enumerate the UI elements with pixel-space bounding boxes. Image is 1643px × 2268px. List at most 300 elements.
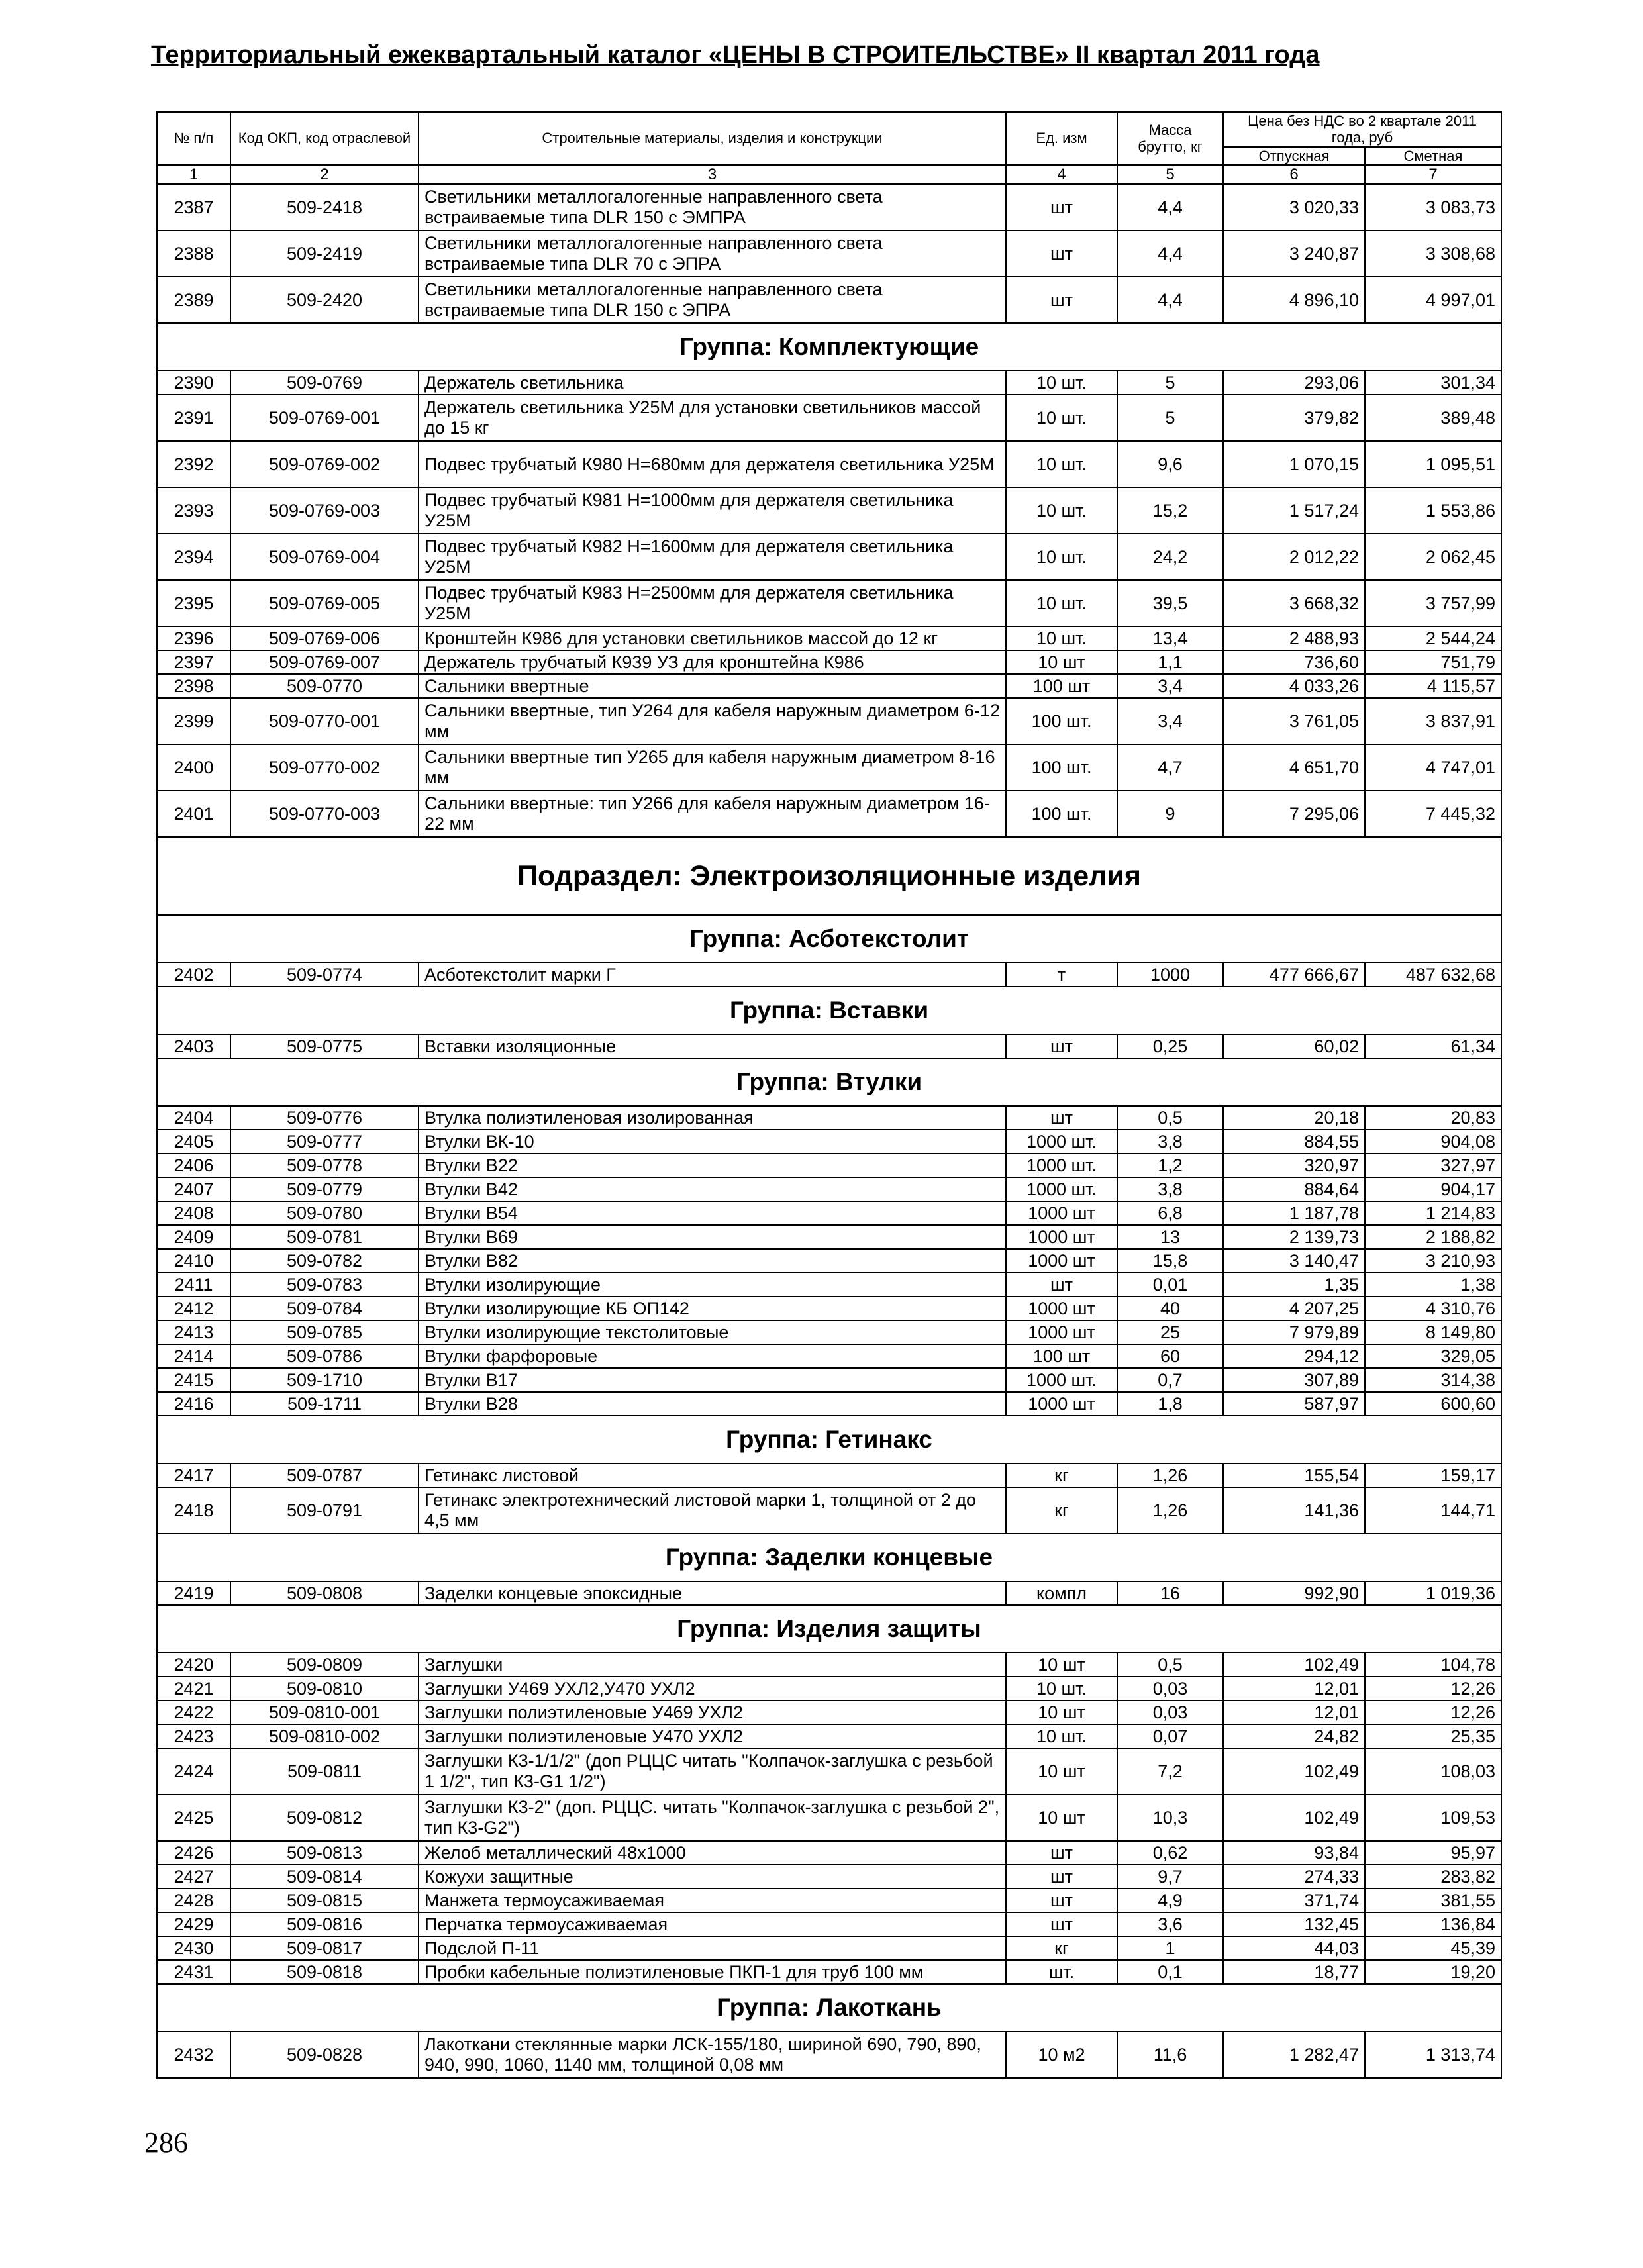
okp-code: 509-0783 [230,1273,419,1297]
okp-code: 509-0781 [230,1225,419,1249]
column-number: 4 [1006,165,1117,185]
row-number: 2415 [157,1368,230,1392]
table-row [157,1701,1501,1724]
item-name: Заделки концевые эпоксидные [419,1581,1006,1605]
item-name: Втулки изолирующие [419,1273,1006,1297]
row-number: 2393 [157,487,230,534]
table-row [157,1463,1501,1487]
estimate-price: 7 445,32 [1365,791,1501,837]
estimate-price: 301,34 [1365,371,1501,395]
item-name: Втулки В82 [419,1249,1006,1273]
item-name: Втулки В42 [419,1177,1006,1201]
unit: 1000 шт [1006,1320,1117,1344]
mass: 0,25 [1117,1034,1223,1058]
item-name: Светильники металлогалогенные направленного света встраиваемые типа DLR 150 с ЭПРА [419,277,1006,323]
release-price: 102,49 [1223,1748,1365,1795]
table-row [157,1392,1501,1416]
table-row [157,1154,1501,1177]
release-price: 1 282,47 [1223,2032,1365,2078]
unit: 1000 шт [1006,1392,1117,1416]
unit: 10 шт [1006,1653,1117,1677]
mass: 4,9 [1117,1889,1223,1912]
okp-code: 509-2419 [230,230,419,277]
row-number: 2422 [157,1701,230,1724]
group-title: Группа: Заделки концевые [157,1534,1501,1581]
release-price: 44,03 [1223,1936,1365,1960]
mass: 40 [1117,1297,1223,1320]
item-name: Подвес трубчатый К980 Н=680мм для держателя светильника У25М [419,441,1006,487]
release-price: 4 896,10 [1223,277,1365,323]
okp-code: 509-0818 [230,1960,419,1984]
item-name: Втулки В28 [419,1392,1006,1416]
unit: шт [1006,1034,1117,1058]
table-row [157,1034,1501,1058]
table-row [157,1368,1501,1392]
item-name: Светильники металлогалогенные направленного света встраиваемые типа DLR 70 с ЭПРА [419,230,1006,277]
estimate-price: 104,78 [1365,1653,1501,1677]
okp-code: 509-0809 [230,1653,419,1677]
estimate-price: 61,34 [1365,1034,1501,1058]
item-name: Вставки изоляционные [419,1034,1006,1058]
item-name: Втулка полиэтиленовая изолированная [419,1106,1006,1130]
unit: 1000 шт [1006,1297,1117,1320]
estimate-price: 1 313,74 [1365,2032,1501,2078]
okp-code: 509-0784 [230,1297,419,1320]
release-price: 12,01 [1223,1677,1365,1701]
column-number: 6 [1223,165,1365,185]
unit: 1000 шт [1006,1249,1117,1273]
mass: 25 [1117,1320,1223,1344]
row-number: 2416 [157,1392,230,1416]
mass: 3,4 [1117,674,1223,698]
release-price: 1 187,78 [1223,1201,1365,1225]
unit: 10 шт. [1006,441,1117,487]
okp-code: 509-0769-005 [230,580,419,626]
release-price: 7 979,89 [1223,1320,1365,1344]
estimate-price: 600,60 [1365,1392,1501,1416]
estimate-price: 1 019,36 [1365,1581,1501,1605]
estimate-price: 20,83 [1365,1106,1501,1130]
okp-code: 509-0774 [230,963,419,987]
item-name: Манжета термоусаживаемая [419,1889,1006,1912]
mass: 0,03 [1117,1701,1223,1724]
row-number: 2407 [157,1177,230,1201]
unit: 10 шт [1006,650,1117,674]
mass: 13 [1117,1225,1223,1249]
row-number: 2389 [157,277,230,323]
unit: кг [1006,1487,1117,1534]
column-number: 1 [157,165,230,185]
release-price: 4 207,25 [1223,1297,1365,1320]
group-title: Группа: Лакоткань [157,1984,1501,2032]
mass: 1000 [1117,963,1223,987]
okp-code: 509-0769-004 [230,534,419,580]
release-price: 155,54 [1223,1463,1365,1487]
unit: шт [1006,1865,1117,1889]
okp-code: 509-0810-001 [230,1701,419,1724]
row-number: 2430 [157,1936,230,1960]
mass: 1,26 [1117,1463,1223,1487]
estimate-price: 3 308,68 [1365,230,1501,277]
row-number: 2406 [157,1154,230,1177]
unit: шт. [1006,1960,1117,1984]
estimate-price: 159,17 [1365,1463,1501,1487]
row-number: 2398 [157,674,230,698]
okp-code: 509-0785 [230,1320,419,1344]
okp-code: 509-2418 [230,184,419,230]
unit: 10 шт. [1006,1677,1117,1701]
mass: 3,4 [1117,698,1223,744]
unit: 100 шт. [1006,698,1117,744]
mass: 11,6 [1117,2032,1223,2078]
release-price: 7 295,06 [1223,791,1365,837]
header-name: Строительные материалы, изделия и конструкции [419,112,1006,165]
header-price-estimate: Сметная [1365,147,1501,165]
release-price: 884,55 [1223,1130,1365,1154]
row-number: 2390 [157,371,230,395]
okp-code: 509-2420 [230,277,419,323]
release-price: 2 488,93 [1223,626,1365,650]
item-name: Желоб металлический 48х1000 [419,1841,1006,1865]
estimate-price: 2 062,45 [1365,534,1501,580]
table-row [157,626,1501,650]
group-row [157,1984,1501,2032]
okp-code: 509-0769 [230,371,419,395]
table-row [157,1795,1501,1841]
item-name: Заглушки К3-2" (доп. РЦЦС. читать "Колпачок-заглушка с резьбой 2", тип К3-G2") [419,1795,1006,1841]
mass: 0,5 [1117,1106,1223,1130]
release-price: 736,60 [1223,650,1365,674]
row-number: 2418 [157,1487,230,1534]
unit: 100 шт. [1006,791,1117,837]
group-title: Группа: Асботекстолит [157,915,1501,963]
unit: 1000 шт. [1006,1368,1117,1392]
release-price: 884,64 [1223,1177,1365,1201]
okp-code: 509-0816 [230,1912,419,1936]
column-number: 2 [230,165,419,185]
group-title: Группа: Гетинакс [157,1416,1501,1463]
estimate-price: 12,26 [1365,1701,1501,1724]
row-number: 2421 [157,1677,230,1701]
row-number: 2414 [157,1344,230,1368]
release-price: 12,01 [1223,1701,1365,1724]
release-price: 24,82 [1223,1724,1365,1748]
item-name: Держатель светильника [419,371,1006,395]
release-price: 18,77 [1223,1960,1365,1984]
estimate-price: 12,26 [1365,1677,1501,1701]
price-table [156,111,1502,2079]
group-title: Группа: Комплектующие [157,323,1501,371]
group-title: Группа: Вставки [157,987,1501,1034]
unit: т [1006,963,1117,987]
mass: 5 [1117,371,1223,395]
item-name: Втулки изолирующие текстолитовые [419,1320,1006,1344]
estimate-price: 2 544,24 [1365,626,1501,650]
okp-code: 509-0779 [230,1177,419,1201]
header-num: № п/п [157,112,230,165]
item-name: Сальники ввертные тип У265 для кабеля наружным диаметром 8-16 мм [419,744,1006,791]
group-title: Группа: Втулки [157,1058,1501,1106]
item-name: Асботекстолит марки Г [419,963,1006,987]
item-name: Втулки В54 [419,1201,1006,1225]
estimate-price: 8 149,80 [1365,1320,1501,1344]
item-name: Светильники металлогалогенные направленного света встраиваемые типа DLR 150 с ЭМПРА [419,184,1006,230]
okp-code: 509-0782 [230,1249,419,1273]
table-row [157,1889,1501,1912]
estimate-price: 3 837,91 [1365,698,1501,744]
okp-code: 509-0814 [230,1865,419,1889]
release-price: 371,74 [1223,1889,1365,1912]
row-number: 2408 [157,1201,230,1225]
table-row [157,1748,1501,1795]
item-name: Держатель светильника У25М для установки светильников массой до 15 кг [419,395,1006,441]
table-row [157,1960,1501,1984]
estimate-price: 45,39 [1365,1936,1501,1960]
column-number: 5 [1117,165,1223,185]
mass: 0,07 [1117,1724,1223,1748]
table-row [157,1912,1501,1936]
table-row [157,1677,1501,1701]
header-price-release: Отпускная [1223,147,1365,165]
mass: 24,2 [1117,534,1223,580]
catalog-title: Территориальный ежеквартальный каталог «ЦЕНЫ В СТРОИТЕЛЬСТВЕ» II квартал 2011 года [151,41,1320,69]
unit: 10 шт. [1006,487,1117,534]
release-price: 307,89 [1223,1368,1365,1392]
group-title: Группа: Изделия защиты [157,1605,1501,1653]
table-row [157,580,1501,626]
unit: 100 шт. [1006,744,1117,791]
estimate-price: 4 115,57 [1365,674,1501,698]
release-price: 320,97 [1223,1154,1365,1177]
mass: 39,5 [1117,580,1223,626]
unit: 10 шт. [1006,580,1117,626]
okp-code: 509-0769-007 [230,650,419,674]
row-number: 2419 [157,1581,230,1605]
estimate-price: 109,53 [1365,1795,1501,1841]
estimate-price: 1 095,51 [1365,441,1501,487]
page-number: 286 [144,2126,188,2159]
okp-code: 509-0817 [230,1936,419,1960]
estimate-price: 314,38 [1365,1368,1501,1392]
mass: 0,1 [1117,1960,1223,1984]
row-number: 2397 [157,650,230,674]
unit: 1000 шт. [1006,1154,1117,1177]
release-price: 294,12 [1223,1344,1365,1368]
unit: шт [1006,1273,1117,1297]
row-number: 2427 [157,1865,230,1889]
table-row [157,277,1501,323]
item-name: Гетинакс электротехнический листовой марки 1, толщиной от 2 до 4,5 мм [419,1487,1006,1534]
group-row [157,1416,1501,1463]
item-name: Пробки кабельные полиэтиленовые ПКП-1 для труб 100 мм [419,1960,1006,1984]
release-price: 587,97 [1223,1392,1365,1416]
release-price: 20,18 [1223,1106,1365,1130]
item-name: Заглушки полиэтиленовые У469 УХЛ2 [419,1701,1006,1724]
item-name: Держатель трубчатый К939 УЗ для кронштейна К986 [419,650,1006,674]
header-mass: Масса брутто, кг [1117,112,1223,165]
mass: 1 [1117,1936,1223,1960]
row-number: 2423 [157,1724,230,1748]
okp-code: 509-0791 [230,1487,419,1534]
release-price: 477 666,67 [1223,963,1365,987]
table-row [157,1273,1501,1297]
table-row [157,744,1501,791]
group-row [157,1534,1501,1581]
mass: 15,8 [1117,1249,1223,1273]
row-number: 2424 [157,1748,230,1795]
release-price: 93,84 [1223,1841,1365,1865]
table-row [157,1201,1501,1225]
unit: кг [1006,1936,1117,1960]
item-name: Подвес трубчатый К981 Н=1000мм для держателя светильника У25М [419,487,1006,534]
unit: 100 шт [1006,1344,1117,1368]
unit: 10 шт [1006,1701,1117,1724]
table-row [157,1487,1501,1534]
okp-code: 509-0776 [230,1106,419,1130]
mass: 16 [1117,1581,1223,1605]
estimate-price: 1 553,86 [1365,487,1501,534]
item-name: Кронштейн К986 для установки светильников массой до 12 кг [419,626,1006,650]
release-price: 1,35 [1223,1273,1365,1297]
row-number: 2405 [157,1130,230,1154]
estimate-price: 4 997,01 [1365,277,1501,323]
table-row [157,1297,1501,1320]
table-row [157,2032,1501,2078]
item-name: Лакоткани стеклянные марки ЛСК-155/180, шириной 690, 790, 890, 940, 990, 1060, 1140 мм, толщиной 0,08 мм [419,2032,1006,2078]
mass: 5 [1117,395,1223,441]
okp-code: 509-0815 [230,1889,419,1912]
okp-code: 509-0775 [230,1034,419,1058]
mass: 7,2 [1117,1748,1223,1795]
row-number: 2394 [157,534,230,580]
table-row [157,395,1501,441]
release-price: 132,45 [1223,1912,1365,1936]
item-name: Подвес трубчатый К982 Н=1600мм для держателя светильника У25М [419,534,1006,580]
release-price: 274,33 [1223,1865,1365,1889]
row-number: 2426 [157,1841,230,1865]
mass: 60 [1117,1344,1223,1368]
mass: 0,03 [1117,1677,1223,1701]
mass: 9,6 [1117,441,1223,487]
mass: 4,4 [1117,230,1223,277]
table-row [157,1344,1501,1368]
unit: 1000 шт. [1006,1130,1117,1154]
row-number: 2391 [157,395,230,441]
row-number: 2392 [157,441,230,487]
unit: 100 шт [1006,674,1117,698]
unit: шт [1006,1912,1117,1936]
table-row [157,1865,1501,1889]
subsection-title: Подраздел: Электроизоляционные изделия [157,837,1501,915]
mass: 4,4 [1117,184,1223,230]
mass: 1,26 [1117,1487,1223,1534]
table-row [157,487,1501,534]
row-number: 2396 [157,626,230,650]
row-number: 2417 [157,1463,230,1487]
estimate-price: 283,82 [1365,1865,1501,1889]
row-number: 2395 [157,580,230,626]
column-number: 7 [1365,165,1501,185]
mass: 0,01 [1117,1273,1223,1297]
unit: 10 шт. [1006,395,1117,441]
okp-code: 509-0780 [230,1201,419,1225]
estimate-price: 1 214,83 [1365,1201,1501,1225]
unit: 10 шт. [1006,534,1117,580]
okp-code: 509-0810 [230,1677,419,1701]
okp-code: 509-0770-002 [230,744,419,791]
estimate-price: 95,97 [1365,1841,1501,1865]
table-row [157,1841,1501,1865]
row-number: 2399 [157,698,230,744]
item-name: Подвес трубчатый К983 Н=2500мм для держателя светильника У25М [419,580,1006,626]
unit: шт [1006,1889,1117,1912]
mass: 3,8 [1117,1130,1223,1154]
unit: шт [1006,277,1117,323]
estimate-price: 108,03 [1365,1748,1501,1795]
item-name: Гетинакс листовой [419,1463,1006,1487]
subsection-row [157,837,1501,915]
release-price: 1 070,15 [1223,441,1365,487]
table-row [157,1936,1501,1960]
mass: 4,7 [1117,744,1223,791]
table-row [157,791,1501,837]
release-price: 293,06 [1223,371,1365,395]
release-price: 3 240,87 [1223,230,1365,277]
okp-code: 509-0770 [230,674,419,698]
row-number: 2431 [157,1960,230,1984]
mass: 13,4 [1117,626,1223,650]
item-name: Заглушки У469 УХЛ2,У470 УХЛ2 [419,1677,1006,1701]
release-price: 102,49 [1223,1795,1365,1841]
release-price: 2 012,22 [1223,534,1365,580]
item-name: Сальники ввертные: тип У266 для кабеля наружным диаметром 16-22 мм [419,791,1006,837]
table-row [157,1581,1501,1605]
unit: 10 шт. [1006,1724,1117,1748]
item-name: Сальники ввертные [419,674,1006,698]
okp-code: 509-0769-001 [230,395,419,441]
group-row [157,1605,1501,1653]
release-price: 379,82 [1223,395,1365,441]
mass: 9 [1117,791,1223,837]
table-row [157,1249,1501,1273]
item-name: Втулки В17 [419,1368,1006,1392]
okp-code: 509-0810-002 [230,1724,419,1748]
table-row [157,1320,1501,1344]
estimate-price: 327,97 [1365,1154,1501,1177]
row-number: 2404 [157,1106,230,1130]
estimate-price: 389,48 [1365,395,1501,441]
group-row [157,987,1501,1034]
estimate-price: 4 310,76 [1365,1297,1501,1320]
group-row [157,323,1501,371]
unit: шт [1006,1106,1117,1130]
item-name: Втулки ВК-10 [419,1130,1006,1154]
table-body [157,184,1501,2078]
estimate-price: 19,20 [1365,1960,1501,1984]
table-row [157,184,1501,230]
unit: 10 шт. [1006,371,1117,395]
release-price: 3 140,47 [1223,1249,1365,1273]
okp-code: 509-0786 [230,1344,419,1368]
item-name: Сальники ввертные, тип У264 для кабеля наружным диаметром 6-12 мм [419,698,1006,744]
table-row [157,1225,1501,1249]
row-number: 2428 [157,1889,230,1912]
release-price: 60,02 [1223,1034,1365,1058]
item-name: Перчатка термоусаживаемая [419,1912,1006,1936]
release-price: 141,36 [1223,1487,1365,1534]
row-number: 2409 [157,1225,230,1249]
okp-code: 509-0770-003 [230,791,419,837]
